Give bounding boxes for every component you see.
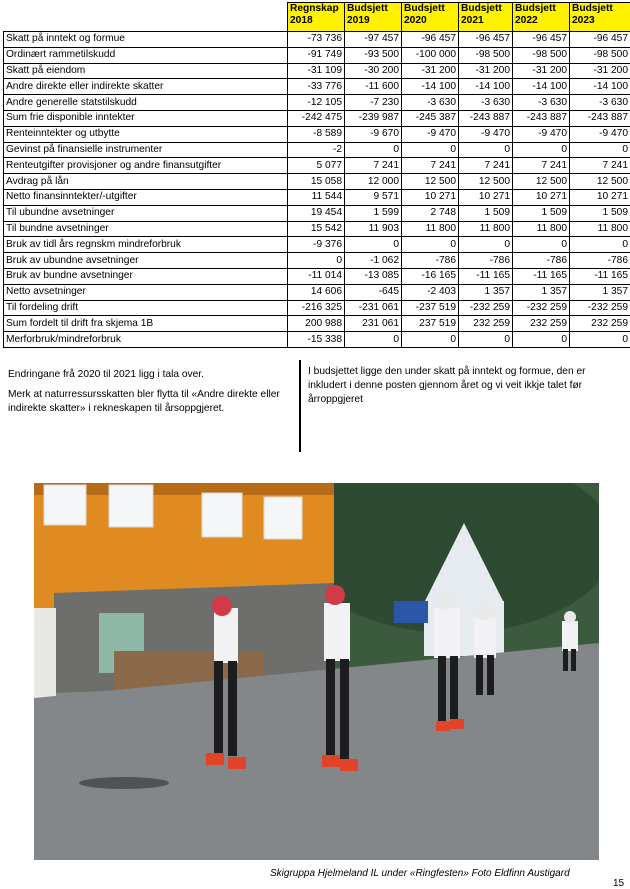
row-value: 0 bbox=[345, 142, 402, 158]
row-value: 7 241 bbox=[345, 158, 402, 174]
table-row bbox=[4, 95, 630, 111]
note-skatt-inntekt: I budsjettet ligge den under skatt på inntekt og formue, den er inkludert i denne posten gjennom året og vi veit ikkje talet før årroppgjeret bbox=[308, 366, 586, 405]
column-header bbox=[459, 3, 513, 32]
note-changes: Endringane frå 2020 til 2021 ligg i tala over. bbox=[8, 369, 204, 380]
row-value: -232 259 bbox=[570, 300, 630, 316]
row-value: -31 109 bbox=[288, 63, 345, 79]
table-row bbox=[4, 79, 630, 95]
column-header bbox=[288, 3, 345, 32]
column-header-kind: Budsjett bbox=[347, 3, 388, 14]
row-label: Bruk av ubundne avsetninger bbox=[4, 253, 288, 269]
vertical-divider bbox=[299, 360, 301, 452]
row-value: -98 500 bbox=[459, 47, 513, 63]
row-value: -232 259 bbox=[459, 300, 513, 316]
row-value: 5 077 bbox=[288, 158, 345, 174]
row-value: 0 bbox=[345, 237, 402, 253]
table-row bbox=[4, 32, 630, 48]
row-value: 237 519 bbox=[402, 316, 459, 332]
page-number: 15 bbox=[613, 878, 625, 889]
row-value: 232 259 bbox=[513, 316, 570, 332]
row-value: -2 bbox=[288, 142, 345, 158]
row-value: -242 475 bbox=[288, 110, 345, 126]
row-value: 7 241 bbox=[513, 158, 570, 174]
row-label: Til ubundne avsetninger bbox=[4, 205, 288, 221]
row-value: 11 800 bbox=[459, 221, 513, 237]
row-value: 11 544 bbox=[288, 189, 345, 205]
row-value: -3 630 bbox=[402, 95, 459, 111]
row-value: 0 bbox=[513, 237, 570, 253]
row-label: Skatt på eiendom bbox=[4, 63, 288, 79]
row-label: Netto finansinntekter/-utgifter bbox=[4, 189, 288, 205]
table-row bbox=[4, 316, 630, 332]
row-value: 15 542 bbox=[288, 221, 345, 237]
notes-right bbox=[308, 365, 618, 407]
photo-skiers bbox=[34, 483, 599, 860]
row-value: -3 630 bbox=[513, 95, 570, 111]
row-label: Netto avsetninger bbox=[4, 284, 288, 300]
row-value: -9 470 bbox=[513, 126, 570, 142]
row-value: -93 500 bbox=[345, 47, 402, 63]
table-row bbox=[4, 268, 630, 284]
row-value: -237 519 bbox=[402, 300, 459, 316]
row-value: -96 457 bbox=[570, 32, 630, 48]
row-value: -2 403 bbox=[402, 284, 459, 300]
row-value: -33 776 bbox=[288, 79, 345, 95]
row-value: -31 200 bbox=[402, 63, 459, 79]
row-value: 1 509 bbox=[570, 205, 630, 221]
row-value: 9 571 bbox=[345, 189, 402, 205]
row-value: -1 062 bbox=[345, 253, 402, 269]
row-label: Renteutgifter provisjoner og andre finansutgifter bbox=[4, 158, 288, 174]
row-value: 10 271 bbox=[570, 189, 630, 205]
row-label: Renteinntekter og utbytte bbox=[4, 126, 288, 142]
row-value: -31 200 bbox=[570, 63, 630, 79]
row-value: -100 000 bbox=[402, 47, 459, 63]
row-value: 15 058 bbox=[288, 174, 345, 190]
row-value: 0 bbox=[570, 237, 630, 253]
row-value: -786 bbox=[402, 253, 459, 269]
row-value: 0 bbox=[459, 142, 513, 158]
row-value: -14 100 bbox=[459, 79, 513, 95]
row-value: 0 bbox=[345, 332, 402, 348]
row-label: Avdrag på lån bbox=[4, 174, 288, 190]
column-header-kind: Budsjett bbox=[515, 3, 556, 14]
row-value: 1 357 bbox=[513, 284, 570, 300]
row-value: -216 325 bbox=[288, 300, 345, 316]
row-value: -96 457 bbox=[402, 32, 459, 48]
row-value: -243 887 bbox=[570, 110, 630, 126]
row-label: Bruk av bundne avsetninger bbox=[4, 268, 288, 284]
row-value: -91 749 bbox=[288, 47, 345, 63]
row-value: 19 454 bbox=[288, 205, 345, 221]
row-value: -243 887 bbox=[513, 110, 570, 126]
table-row bbox=[4, 63, 630, 79]
row-value: 11 800 bbox=[570, 221, 630, 237]
row-label: Gevinst på finansielle instrumenter bbox=[4, 142, 288, 158]
column-header-year: 2023 bbox=[572, 15, 595, 26]
table-row bbox=[4, 110, 630, 126]
row-value: 0 bbox=[288, 253, 345, 269]
row-value: -12 105 bbox=[288, 95, 345, 111]
row-value: 12 500 bbox=[513, 174, 570, 190]
row-value: -73 736 bbox=[288, 32, 345, 48]
row-value: 11 800 bbox=[402, 221, 459, 237]
row-value: 12 500 bbox=[459, 174, 513, 190]
row-value: -3 630 bbox=[570, 95, 630, 111]
row-value: -8 589 bbox=[288, 126, 345, 142]
row-label: Sum fordelt til drift fra skjema 1B bbox=[4, 316, 288, 332]
table-row bbox=[4, 158, 630, 174]
row-value: -9 470 bbox=[570, 126, 630, 142]
row-value: -97 457 bbox=[345, 32, 402, 48]
note-naturressursskatt: Merk at naturressursskatten bler flytta til «Andre direkte eller indirekte skatter» i rekneskapen til årsoppgjeret. bbox=[8, 389, 280, 414]
row-value: 10 271 bbox=[513, 189, 570, 205]
row-value: -96 457 bbox=[459, 32, 513, 48]
row-value: 2 748 bbox=[402, 205, 459, 221]
row-value: -11 165 bbox=[459, 268, 513, 284]
row-value: 7 241 bbox=[402, 158, 459, 174]
table-row bbox=[4, 174, 630, 190]
row-value: 12 500 bbox=[570, 174, 630, 190]
row-value: -11 600 bbox=[345, 79, 402, 95]
row-value: -31 200 bbox=[459, 63, 513, 79]
table-row bbox=[4, 284, 630, 300]
row-value: -786 bbox=[513, 253, 570, 269]
row-value: -11 014 bbox=[288, 268, 345, 284]
photo-caption: Skigruppa Hjelmeland IL under «Ringfesten» Foto Eldfinn Austigard bbox=[270, 868, 570, 879]
row-label: Andre generelle statstilskudd bbox=[4, 95, 288, 111]
row-value: -98 500 bbox=[570, 47, 630, 63]
row-value: -11 165 bbox=[570, 268, 630, 284]
row-value: -14 100 bbox=[402, 79, 459, 95]
column-header-year: 2019 bbox=[347, 15, 370, 26]
row-value: 11 800 bbox=[513, 221, 570, 237]
row-value: -14 100 bbox=[570, 79, 630, 95]
table-body bbox=[4, 32, 630, 348]
row-value: -9 376 bbox=[288, 237, 345, 253]
table-row bbox=[4, 221, 630, 237]
row-value: 1 599 bbox=[345, 205, 402, 221]
row-value: 0 bbox=[402, 142, 459, 158]
row-value: -9 470 bbox=[459, 126, 513, 142]
row-value: 200 988 bbox=[288, 316, 345, 332]
row-value: -16 165 bbox=[402, 268, 459, 284]
row-value: 11 903 bbox=[345, 221, 402, 237]
row-value: -786 bbox=[570, 253, 630, 269]
row-value: 1 357 bbox=[459, 284, 513, 300]
photo-illustration bbox=[34, 483, 599, 860]
row-label: Til fordeling drift bbox=[4, 300, 288, 316]
header-blank-cell bbox=[4, 3, 288, 32]
row-value: -3 630 bbox=[459, 95, 513, 111]
row-value: 0 bbox=[459, 332, 513, 348]
row-value: 232 259 bbox=[570, 316, 630, 332]
row-value: -645 bbox=[345, 284, 402, 300]
column-header bbox=[345, 3, 402, 32]
table-row bbox=[4, 300, 630, 316]
row-value: -96 457 bbox=[513, 32, 570, 48]
column-header-kind: Budsjett bbox=[572, 3, 613, 14]
column-header-kind: Regnskap bbox=[290, 3, 339, 14]
column-header bbox=[570, 3, 630, 32]
table-header-row bbox=[4, 3, 630, 32]
row-value: 10 271 bbox=[402, 189, 459, 205]
row-label: Sum frie disponible inntekter bbox=[4, 110, 288, 126]
row-value: -98 500 bbox=[513, 47, 570, 63]
row-value: -245 387 bbox=[402, 110, 459, 126]
table-row bbox=[4, 205, 630, 221]
row-value: -243 887 bbox=[459, 110, 513, 126]
row-value: -9 670 bbox=[345, 126, 402, 142]
row-value: 7 241 bbox=[459, 158, 513, 174]
table-row bbox=[4, 142, 630, 158]
table-row bbox=[4, 253, 630, 269]
row-value: 14 606 bbox=[288, 284, 345, 300]
column-header bbox=[402, 3, 459, 32]
row-value: 1 357 bbox=[570, 284, 630, 300]
row-value: 1 509 bbox=[513, 205, 570, 221]
row-value: 0 bbox=[402, 332, 459, 348]
row-value: 10 271 bbox=[459, 189, 513, 205]
row-value: -786 bbox=[459, 253, 513, 269]
row-value: -7 230 bbox=[345, 95, 402, 111]
row-value: 0 bbox=[570, 332, 630, 348]
row-value: -9 470 bbox=[402, 126, 459, 142]
table-row bbox=[4, 237, 630, 253]
table-row bbox=[4, 332, 630, 348]
row-value: 0 bbox=[513, 142, 570, 158]
row-value: -11 165 bbox=[513, 268, 570, 284]
notes-left bbox=[8, 368, 293, 422]
row-label: Andre direkte eller indirekte skatter bbox=[4, 79, 288, 95]
row-value: -14 100 bbox=[513, 79, 570, 95]
row-value: 231 061 bbox=[345, 316, 402, 332]
column-header bbox=[513, 3, 570, 32]
row-label: Merforbruk/mindreforbruk bbox=[4, 332, 288, 348]
column-header-kind: Budsjett bbox=[461, 3, 502, 14]
row-value: -231 061 bbox=[345, 300, 402, 316]
budget-table bbox=[3, 2, 630, 348]
row-value: 12 500 bbox=[402, 174, 459, 190]
row-value: -30 200 bbox=[345, 63, 402, 79]
row-value: -15 338 bbox=[288, 332, 345, 348]
row-value: 1 509 bbox=[459, 205, 513, 221]
row-value: -239 987 bbox=[345, 110, 402, 126]
row-value: 232 259 bbox=[459, 316, 513, 332]
row-value: 7 241 bbox=[570, 158, 630, 174]
table-row bbox=[4, 47, 630, 63]
row-label: Ordinært rammetilskudd bbox=[4, 47, 288, 63]
row-value: 0 bbox=[513, 332, 570, 348]
row-value: 0 bbox=[459, 237, 513, 253]
table-row bbox=[4, 126, 630, 142]
table-row bbox=[4, 189, 630, 205]
row-label: Skatt på inntekt og formue bbox=[4, 32, 288, 48]
column-header-year: 2020 bbox=[404, 15, 427, 26]
row-value: 0 bbox=[570, 142, 630, 158]
column-header-year: 2021 bbox=[461, 15, 484, 26]
column-header-year: 2018 bbox=[290, 15, 313, 26]
row-value: -13 085 bbox=[345, 268, 402, 284]
row-value: -31 200 bbox=[513, 63, 570, 79]
row-value: 12 000 bbox=[345, 174, 402, 190]
row-label: Til bundne avsetninger bbox=[4, 221, 288, 237]
column-header-kind: Budsjett bbox=[404, 3, 445, 14]
row-value: 0 bbox=[402, 237, 459, 253]
row-value: -232 259 bbox=[513, 300, 570, 316]
row-label: Bruk av tidl års regnskm mindreforbruk bbox=[4, 237, 288, 253]
column-header-year: 2022 bbox=[515, 15, 538, 26]
